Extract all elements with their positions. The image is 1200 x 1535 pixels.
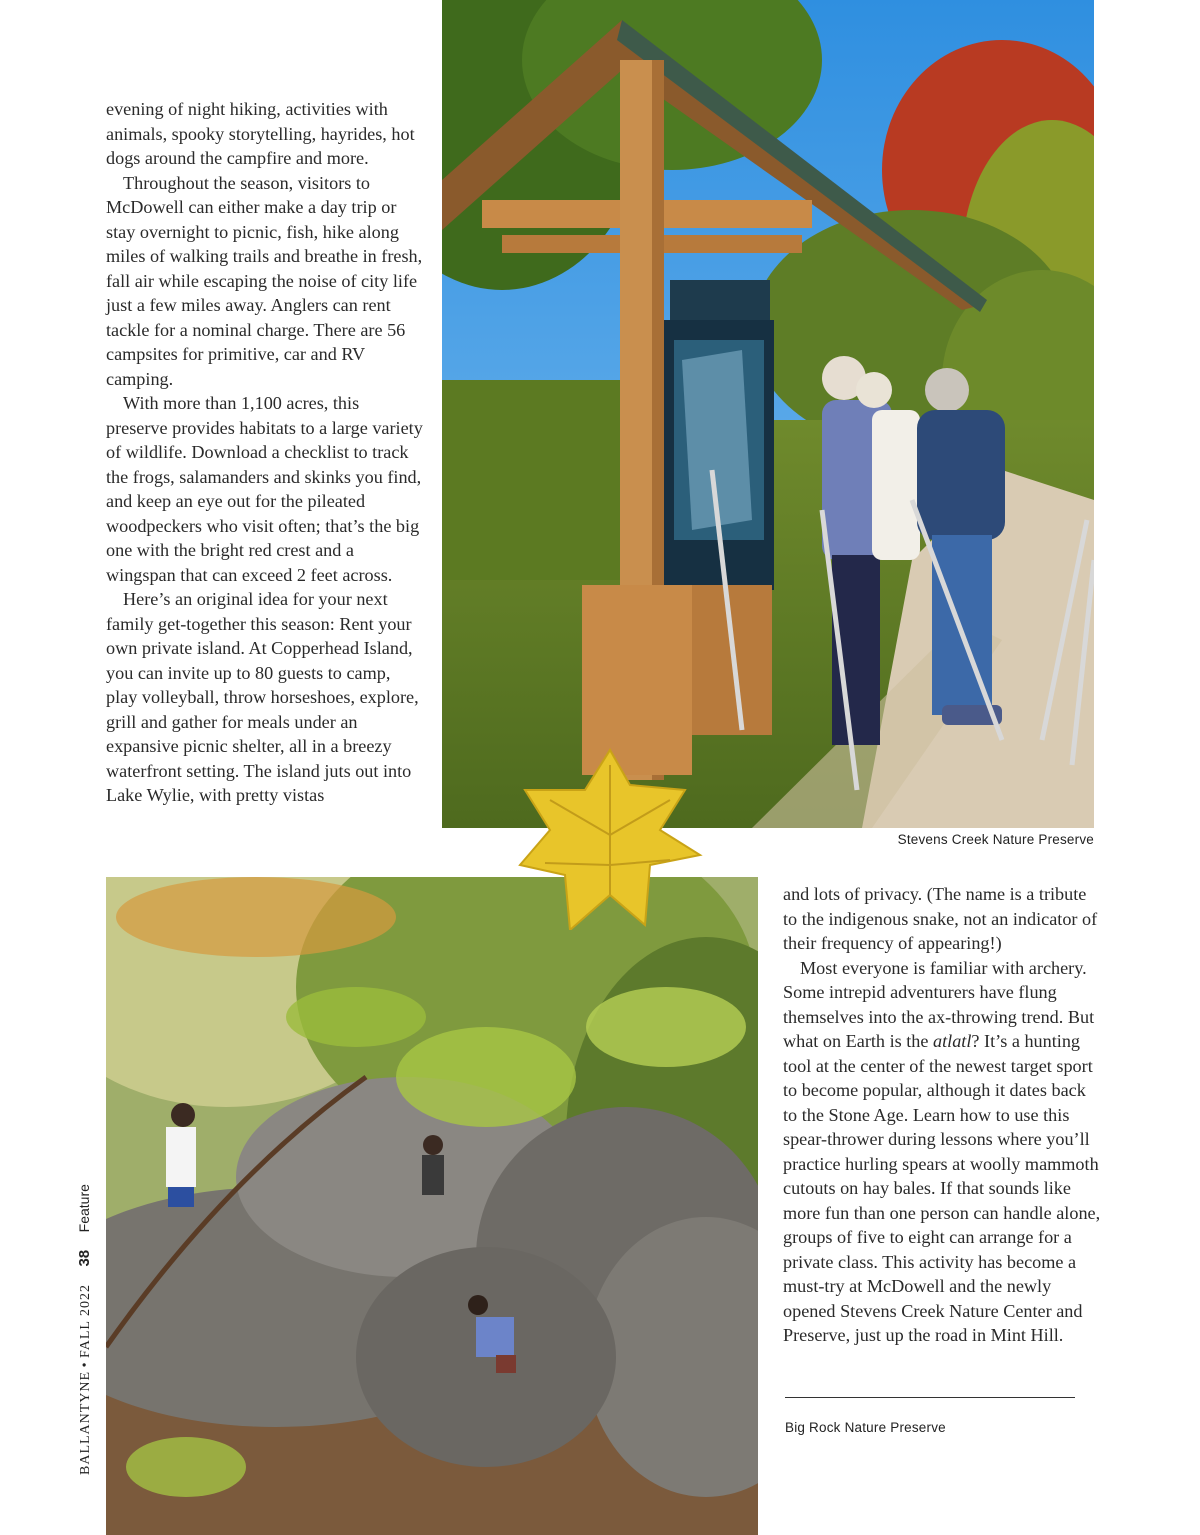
- paragraph: Here’s an original idea for your next family get-together this season: Rent your own private island. At Copperhead Island, you can invite up to 80 guests to camp, play volleyball, throw horseshoes, explore, grill and gather for meals under an expansive picnic shelter, all in a breezy waterfront setting. The island juts out into Lake Wylie, with pretty vistas: [106, 589, 419, 805]
- italic-term: atlatl: [933, 1031, 972, 1051]
- issue-label: FALL 2022: [78, 1284, 93, 1358]
- paragraph: [783, 956, 1101, 1348]
- article-column-left: [106, 97, 424, 808]
- boulders-illustration: [106, 877, 758, 1535]
- paragraph-text: Most everyone is familiar with archery. Some intrepid adventurers have flung themselves into the ax-throwing trend. But what on Earth is the: [783, 957, 1095, 1051]
- article-column-right: [783, 882, 1101, 1348]
- paragraph: Throughout the season, visitors to McDowell can either make a day trip or stay overnight to picnic, fish, hike along miles of walking trails and breathe in fresh, fall air while escaping the noise of city life just a few miles away. Anglers can rent tackle for a nominal charge. There are 56 campsites for primitive, car and RV camping.: [106, 172, 423, 389]
- photo-caption-bottom: Big Rock Nature Preserve: [785, 1420, 946, 1435]
- stevens-creek-photo: [442, 0, 1094, 828]
- big-rock-photo: [106, 877, 758, 1535]
- paragraph: and lots of privacy. (The name is a tribute to the indigenous snake, not an indicator of their frequency of appearing!): [783, 884, 1098, 953]
- publication-name: BALLANTYNE: [78, 1370, 93, 1475]
- photo-caption-top: Stevens Creek Nature Preserve: [897, 832, 1094, 847]
- yellow-leaf-icon: [510, 745, 710, 930]
- kiosk-hikers-illustration: [442, 0, 1094, 828]
- paragraph: With more than 1,100 acres, this preserve provides habitats to a large variety of wildlife. Download a checklist to track the frogs, salamanders and skinks you find, and keep an eye out for the pileated woodpeckers who visit often; that’s the big one with the bright red crest and a wingspan that can exceed 2 feet across.: [106, 393, 423, 585]
- page-number: 38: [76, 1249, 93, 1267]
- paragraph: evening of night hiking, activities with animals, spooky storytelling, hayrides, hot dogs around the campfire and more.: [106, 99, 415, 168]
- section-label: Feature: [76, 1184, 92, 1233]
- folio-separator: •: [78, 1361, 93, 1368]
- caption-divider: [785, 1397, 1075, 1398]
- page-folio: [32, 1135, 93, 1475]
- paragraph-text: ? It’s a hunting tool at the center of the newest target sport to become popular, although it dates back to the Stone Age. Learn how to use this spear-thrower during lessons where you’ll practice hurling spears at woolly mammoth cutouts on hay bales. If that sounds like more fun than one person can handle alone, groups of five to eight can arrange for a private class. This activity has become a must-try at McDowell and the newly opened Stevens Creek Nature Center and Preserve, just up the road in Mint Hill.: [783, 1031, 1101, 1345]
